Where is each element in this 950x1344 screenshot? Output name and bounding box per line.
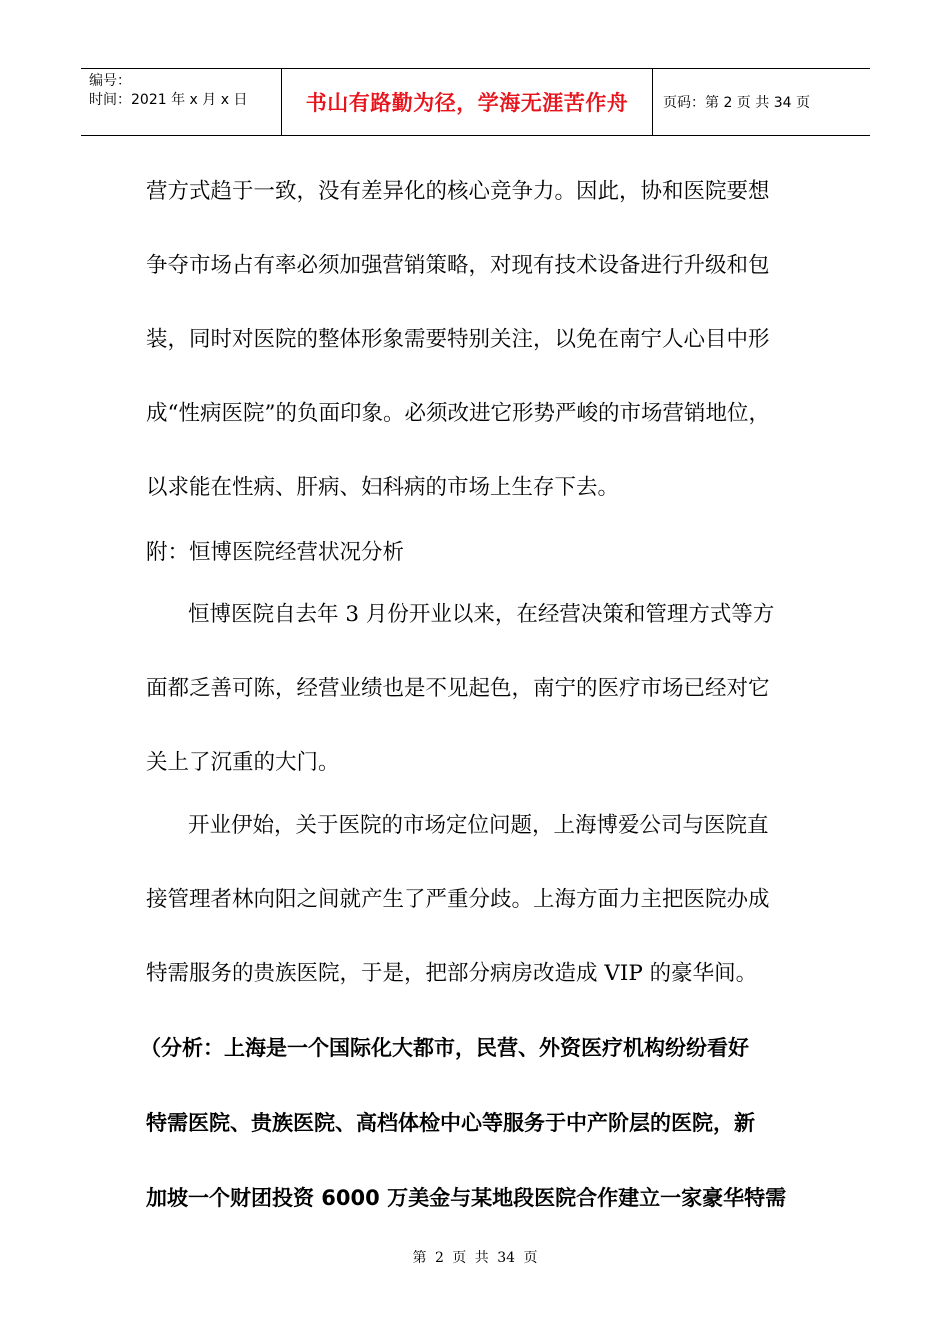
document-time-label: 时间：2021 年 x 月 x 日 xyxy=(89,92,248,108)
header-page-cell xyxy=(653,69,870,135)
header-motto: 书山有路勤为径，学海无涯苦作舟 xyxy=(305,91,629,115)
body-line: 特需服务的贵族医院，于是，把部分病房改造成 VIP 的豪华间。 xyxy=(146,961,758,986)
analysis-line: 加坡一个财团投资 6000 万美金与某地段医院合作建立一家豪华特需 xyxy=(146,1186,787,1210)
body-line: 成“性病医院”的负面印象。必须改进它形势严峻的市场营销地位， xyxy=(146,401,770,426)
body-paragraph-start: 恒博医院自去年 3 月份开业以来，在经营决策和管理方式等方 xyxy=(188,602,775,627)
body-line: 营方式趋于一致，没有差异化的核心竞争力。因此，协和医院要想 xyxy=(146,179,770,204)
body-line: 以求能在性病、肝病、妇科病的市场上生存下去。 xyxy=(146,475,620,500)
body-paragraph-start: 开业伊始，关于医院的市场定位问题，上海博爱公司与医院直 xyxy=(188,813,769,838)
header-motto-cell xyxy=(281,69,653,135)
header-page-info: 页码：第 2 页 共 34 页 xyxy=(663,95,810,111)
body-line: 争夺市场占有率必须加强营销策略，对现有技术设备进行升级和包 xyxy=(146,253,770,278)
analysis-line: （分析：上海是一个国际化大都市，民营、外资医疗机构纷纷看好 xyxy=(140,1036,749,1060)
body-line: 关上了沉重的大门。 xyxy=(146,750,340,775)
header-meta-cell xyxy=(81,69,281,135)
header-table xyxy=(81,68,870,136)
appendix-heading: 附：恒博医院经营状况分析 xyxy=(146,540,405,565)
document-number-label: 编号： xyxy=(89,73,131,89)
body-line: 接管理者林向阳之间就产生了严重分歧。上海方面力主把医院办成 xyxy=(146,887,770,912)
analysis-line: 特需医院、贵族医院、高档体检中心等服务于中产阶层的医院，新 xyxy=(146,1111,755,1135)
body-line: 面都乏善可陈，经营业绩也是不见起色，南宁的医疗市场已经对它 xyxy=(146,676,770,701)
page-footer: 第 2 页 共 34 页 xyxy=(412,1250,538,1266)
body-line: 装，同时对医院的整体形象需要特别关注，以免在南宁人心目中形 xyxy=(146,327,770,352)
